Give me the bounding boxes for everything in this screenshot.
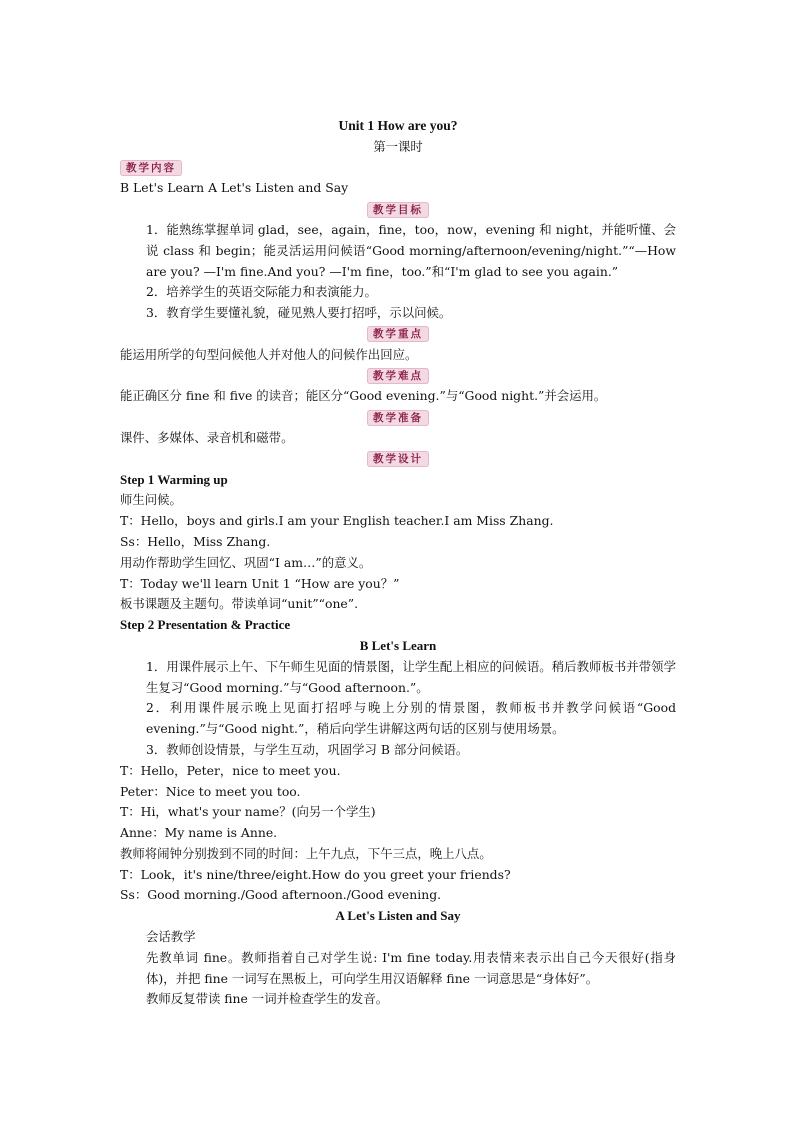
dialogue-line: Ss：Good morning./Good afternoon./Good evening.: [120, 887, 442, 903]
difficulties-label-row: [120, 366, 676, 387]
goals-label-row: [120, 199, 676, 220]
content-label-row: [120, 158, 676, 179]
label-difficulties: 教学难点: [367, 368, 429, 384]
preparation-text: 课件、多媒体、录音机和磁带。: [120, 429, 294, 445]
dialogue-line: Peter：Nice to meet you too.: [120, 783, 301, 799]
dialogue-line: Anne：My name is Anne.: [120, 825, 278, 841]
label-key-points: 教学重点: [367, 326, 429, 342]
label-teaching-goals: 教学目标: [367, 202, 429, 218]
step1-line: 板书课题及主题句。带读单词“unit”“one”.: [120, 596, 359, 612]
label-teaching-content: 教学内容: [120, 160, 182, 176]
design-label-row: [120, 449, 676, 470]
content-line: B Let's Learn A Let's Listen and Say: [120, 180, 349, 196]
key-points-text: 能运用所学的句型问候他人并对他人的问候作出回应。: [120, 346, 418, 362]
lesson-plan: [120, 116, 676, 1010]
step1-heading: Step 1 Warming up: [120, 471, 228, 487]
step1-line: 师生问候。: [120, 492, 182, 508]
section-b-heading: B Let's Learn: [359, 637, 437, 653]
b-paragraph: 3．教师创设情景，与学生互动，巩固学习 B 部分问候语。: [146, 741, 469, 757]
a-line: 教师反复带读 fine 一词并检查学生的发音。: [146, 991, 389, 1007]
step1-line: Ss：Hello，Miss Zhang.: [120, 533, 271, 549]
goal-3: 3．教育学生要懂礼貌，碰见熟人要打招呼，示以问候。: [146, 305, 452, 321]
lesson-number: 第一课时: [373, 138, 423, 154]
label-design: 教学设计: [367, 451, 429, 467]
b-paragraph: 2．利用课件展示晚上见面打招呼与晚上分别的情景图，教师板书并教学问候语“Good evening.”与“Good night.”，稍后向学生讲解这两句话的区别与使用场景。: [146, 700, 676, 737]
step2-heading: Step 2 Presentation & Practice: [120, 617, 291, 633]
a-line: 会话教学: [146, 929, 196, 945]
goal-2: 2．培养学生的英语交际能力和表演能力。: [146, 284, 377, 300]
key-points-label-row: [120, 324, 676, 345]
step1-line: 用动作帮助学生回忆、巩固“I am…”的意义。: [120, 554, 372, 570]
dialogue-line: T：Hi，what's your name？(向另一个学生): [120, 804, 376, 820]
preparation-label-row: [120, 407, 676, 428]
step1-line: T：Today we'll learn Unit 1 “How are you？”: [120, 575, 400, 591]
dialogue-line: 教师将闹钟分别拨到不同的时间：上午九点，下午三点，晚上八点。: [120, 845, 492, 861]
a-paragraph: 先教单词 fine。教师指着自己对学生说: I'm fine today.用表情来表示出自己今天很好(指身体)，并把 fine 一词写在黑板上，可向学生用汉语解释 fine 一词意思是“身体好”。: [146, 949, 676, 986]
b-paragraph: 1．用课件展示上午、下午师生见面的情景图，让学生配上相应的问候语。稍后教师板书并带领学生复习“Good morning.”与“Good afternoon.”。: [146, 658, 676, 695]
dialogue-line: T：Hello，Peter，nice to meet you.: [120, 762, 341, 778]
goal-1: 1．能熟练掌握单词 glad，see，again，fine，too，now，evening 和 night，并能听懂、会说 class 和 begin；能灵活运用问候语“Good morning/afternoon/evening/night.”“—How are you? —I'm fine.And you? —I'm fine，too.”和“I'm glad to see you again.”: [146, 221, 676, 279]
label-preparation: 教学准备: [367, 410, 429, 426]
section-a-heading: A Let's Listen and Say: [335, 908, 461, 924]
dialogue-line: T：Look，it's nine/three/eight.How do you greet your friends?: [120, 866, 511, 882]
step1-line: T：Hello，boys and girls.I am your English teacher.I am Miss Zhang.: [120, 513, 554, 529]
difficulties-text: 能正确区分 fine 和 five 的读音；能区分“Good evening.”与“Good night.”并会运用。: [120, 388, 607, 404]
unit-title: Unit 1 How are you?: [338, 118, 458, 133]
